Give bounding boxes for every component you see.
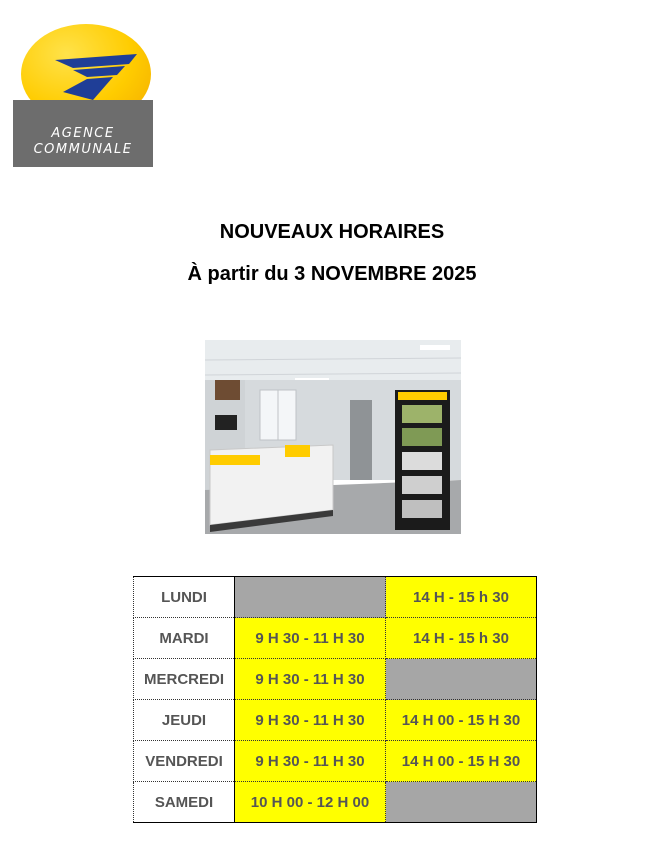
afternoon-slot-cell: 14 H 00 - 15 H 30 (386, 741, 537, 782)
logo-line-2: COMMUNALE (33, 142, 133, 157)
schedule-row (134, 659, 537, 700)
agence-communale-logo (13, 24, 153, 167)
morning-slot-cell (235, 577, 386, 618)
post-office-interior-photo (205, 340, 461, 534)
schedule-row (134, 577, 537, 618)
logo-line-1: AGENCE (51, 126, 115, 141)
morning-slot-cell: 9 H 30 - 11 H 30 (235, 618, 386, 659)
day-cell: MARDI (134, 618, 235, 659)
schedule-row (134, 700, 537, 741)
day-cell: LUNDI (134, 577, 235, 618)
afternoon-slot-cell: 14 H - 15 h 30 (386, 577, 537, 618)
afternoon-slot-cell (386, 782, 537, 823)
morning-slot-cell: 10 H 00 - 12 H 00 (235, 782, 386, 823)
la-poste-bird-icon (33, 42, 143, 102)
morning-slot-cell: 9 H 30 - 11 H 30 (235, 700, 386, 741)
schedule-row (134, 618, 537, 659)
schedule-row (134, 741, 537, 782)
afternoon-slot-cell (386, 659, 537, 700)
page-subtitle: À partir du 3 NOVEMBRE 2025 (187, 263, 477, 285)
logo-text (13, 126, 153, 158)
day-cell: SAMEDI (134, 782, 235, 823)
afternoon-slot-cell: 14 H - 15 h 30 (386, 618, 537, 659)
schedule-row (134, 782, 537, 823)
morning-slot-cell: 9 H 30 - 11 H 30 (235, 659, 386, 700)
day-cell: JEUDI (134, 700, 235, 741)
day-cell: MERCREDI (134, 659, 235, 700)
page-title: NOUVEAUX HORAIRES (219, 221, 445, 243)
afternoon-slot-cell: 14 H 00 - 15 H 30 (386, 700, 537, 741)
morning-slot-cell: 9 H 30 - 11 H 30 (235, 741, 386, 782)
day-cell: VENDREDI (134, 741, 235, 782)
schedule-table (133, 576, 537, 823)
